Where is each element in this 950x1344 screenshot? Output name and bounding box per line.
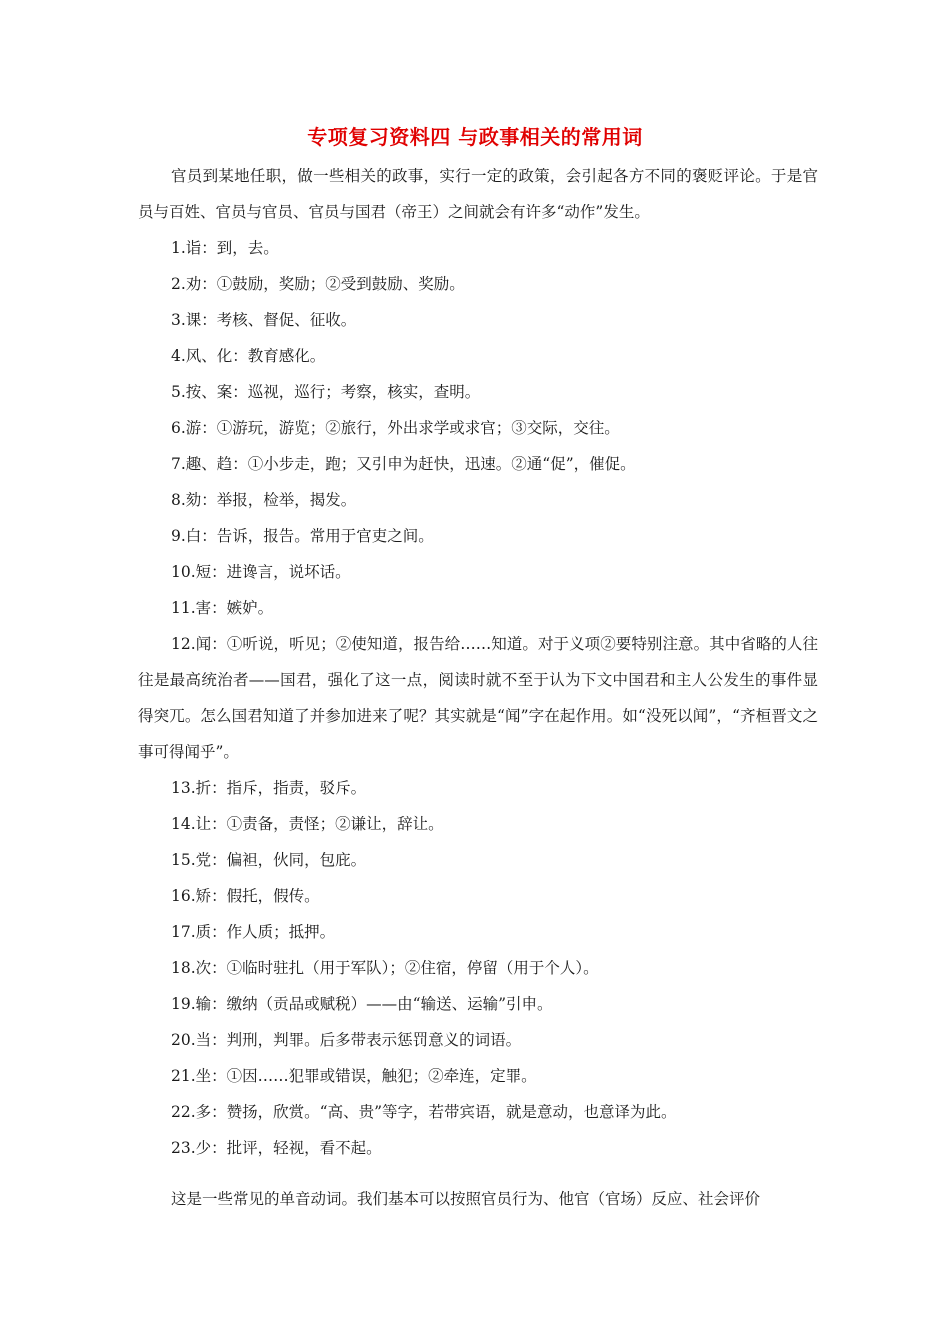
vocabulary-item: 22.多：赞扬，欣赏。“高、贵”等字，若带宾语，就是意动，也意译为此。	[171, 1103, 677, 1121]
vocabulary-item: 3.课：考核、督促、征收。	[171, 311, 357, 329]
vocabulary-item: 8.劾：举报，检举，揭发。	[171, 491, 357, 509]
vocabulary-item: 6.游：①游玩，游览；②旅行，外出求学或求官；③交际，交往。	[171, 419, 620, 437]
vocabulary-item: 20.当：判刑，判罪。后多带表示惩罚意义的词语。	[171, 1031, 522, 1049]
vocabulary-list	[138, 230, 818, 1166]
vocabulary-item: 17.质：作人质；抵押。	[171, 923, 336, 941]
vocabulary-item: 13.折：指斥，指责，驳斥。	[171, 779, 367, 797]
vocabulary-item: 10.短：进谗言，说坏话。	[171, 563, 351, 581]
vocabulary-item: 9.白：告诉，报告。常用于官吏之间。	[171, 527, 434, 545]
vocabulary-item: 15.党：偏袒，伙同，包庇。	[171, 851, 367, 869]
vocabulary-item: 7.趣、趋：①小步走，跑；又引申为赶快，迅速。②通“促”，催促。	[171, 455, 636, 473]
vocabulary-item: 4.风、化：教育感化。	[171, 347, 326, 365]
vocabulary-item: 5.按、案：巡视，巡行；考察，核实，查明。	[171, 383, 481, 401]
vocabulary-item: 14.让：①责备，责怪；②谦让，辞让。	[171, 815, 444, 833]
vocabulary-item: 12.闻：①听说，听见；②使知道，报告给……知道。对于义项②要特别注意。其中省略的人往往是最高统治者——国君，强化了这一点，阅读时就不至于认为下文中国君和主人公发生的事件显得突兀。怎么国君知道了并参加进来了呢？其实就是“闻”字在起作用。如“没死以闻”，“齐桓晋文之事可得闻乎”。	[138, 635, 818, 761]
intro-paragraph: 官员到某地任职，做一些相关的政事，实行一定的政策，会引起各方不同的褒贬评论。于是官员与百姓、官员与官员、官员与国君（帝王）之间就会有许多“动作”发生。	[138, 167, 818, 221]
vocabulary-item: 11.害：嫉妒。	[171, 599, 274, 617]
vocabulary-item: 19.输：缴纳（贡品或赋税）——由“输送、运输”引申。	[171, 995, 553, 1013]
vocabulary-item: 16.矫：假托，假传。	[171, 887, 320, 905]
vocabulary-item: 23.少：批评，轻视，看不起。	[171, 1139, 382, 1157]
vocabulary-item: 18.次：①临时驻扎（用于军队）；②住宿，停留（用于个人）。	[171, 959, 599, 977]
vocabulary-item: 21.坐：①因……犯罪或错误，触犯；②牵连，定罪。	[171, 1067, 537, 1085]
page-title: 专项复习资料四 与政事相关的常用词	[307, 125, 643, 149]
closing-paragraph: 这是一些常见的单音动词。我们基本可以按照官员行为、他官（官场）反应、社会评价	[171, 1190, 761, 1208]
vocabulary-item: 1.诣：到，去。	[171, 239, 279, 257]
vocabulary-item: 2.劝：①鼓励，奖励；②受到鼓励、奖励。	[171, 275, 465, 293]
